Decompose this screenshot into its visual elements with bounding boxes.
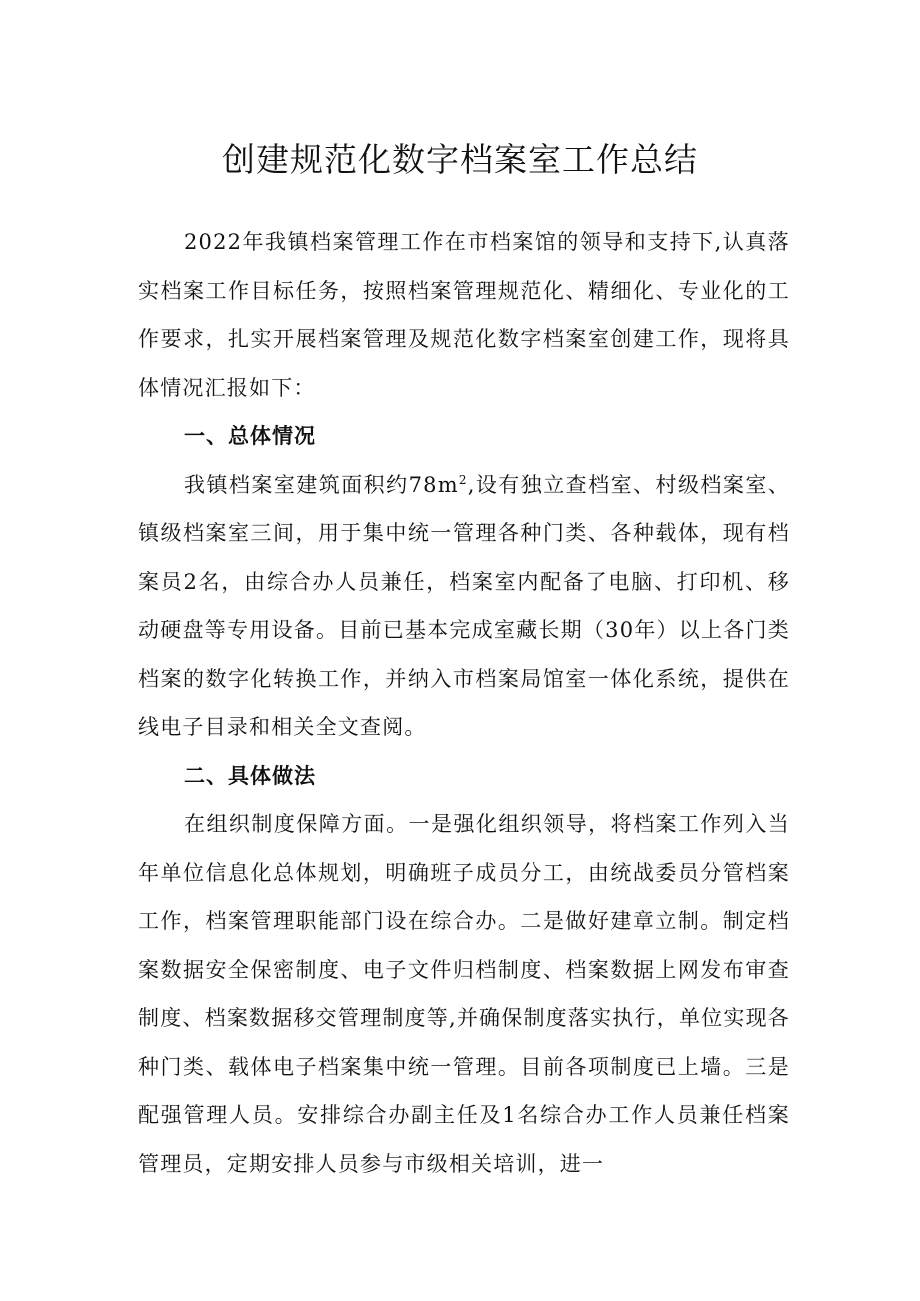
document-title: 创建规范化数字档案室工作总结 bbox=[222, 140, 698, 179]
overview-text-part1: 我镇档案室建筑面积约78m bbox=[184, 472, 459, 497]
intro-paragraph: 2022年我镇档案管理工作在市档案馆的领导和支持下,认真落实档案工作目标任务，按照档案管理规范化、精细化、专业化的工作要求，扎实开展档案管理及规范化数字档案室创建工作，现将具体情况汇报如下： bbox=[138, 230, 790, 400]
section-heading-practices: 二、具体做法 bbox=[184, 763, 316, 788]
superscript-two: 2 bbox=[458, 472, 468, 487]
document-body bbox=[138, 218, 790, 1188]
overview-text-part2: ,设有独立查档室、村级档案室、镇级档案室三间，用于集中统一管理各种门类、各种载体，现有档案员2名，由综合办人员兼任，档案室内配备了电脑、打印机、移动硬盘等专用设备。目前已基本完成室藏长期（30年）以上各门类档案的数字化转换工作，并纳入市档案局馆室一体化系统，提供在线电子目录和相关全文查阅。 bbox=[138, 472, 790, 739]
overview-paragraph bbox=[138, 461, 790, 752]
practices-paragraph: 在组织制度保障方面。一是强化组织领导，将档案工作列入当年单位信息化总体规划，明确班子成员分工，由统战委员分管档案工作，档案管理职能部门设在综合办。二是做好建章立制。制定档案数据安全保密制度、电子文件归档制度、档案数据上网发布审查制度、档案数据移交管理制度等,并确保制度落实执行，单位实现各种门类、载体电子档案集中统一管理。目前各项制度已上墙。三是配强管理人员。安排综合办副主任及1名综合办工作人员兼任档案管理员，定期安排人员参与市级相关培训，进一 bbox=[138, 812, 790, 1176]
section-heading-overview: 一、总体情况 bbox=[184, 424, 316, 448]
